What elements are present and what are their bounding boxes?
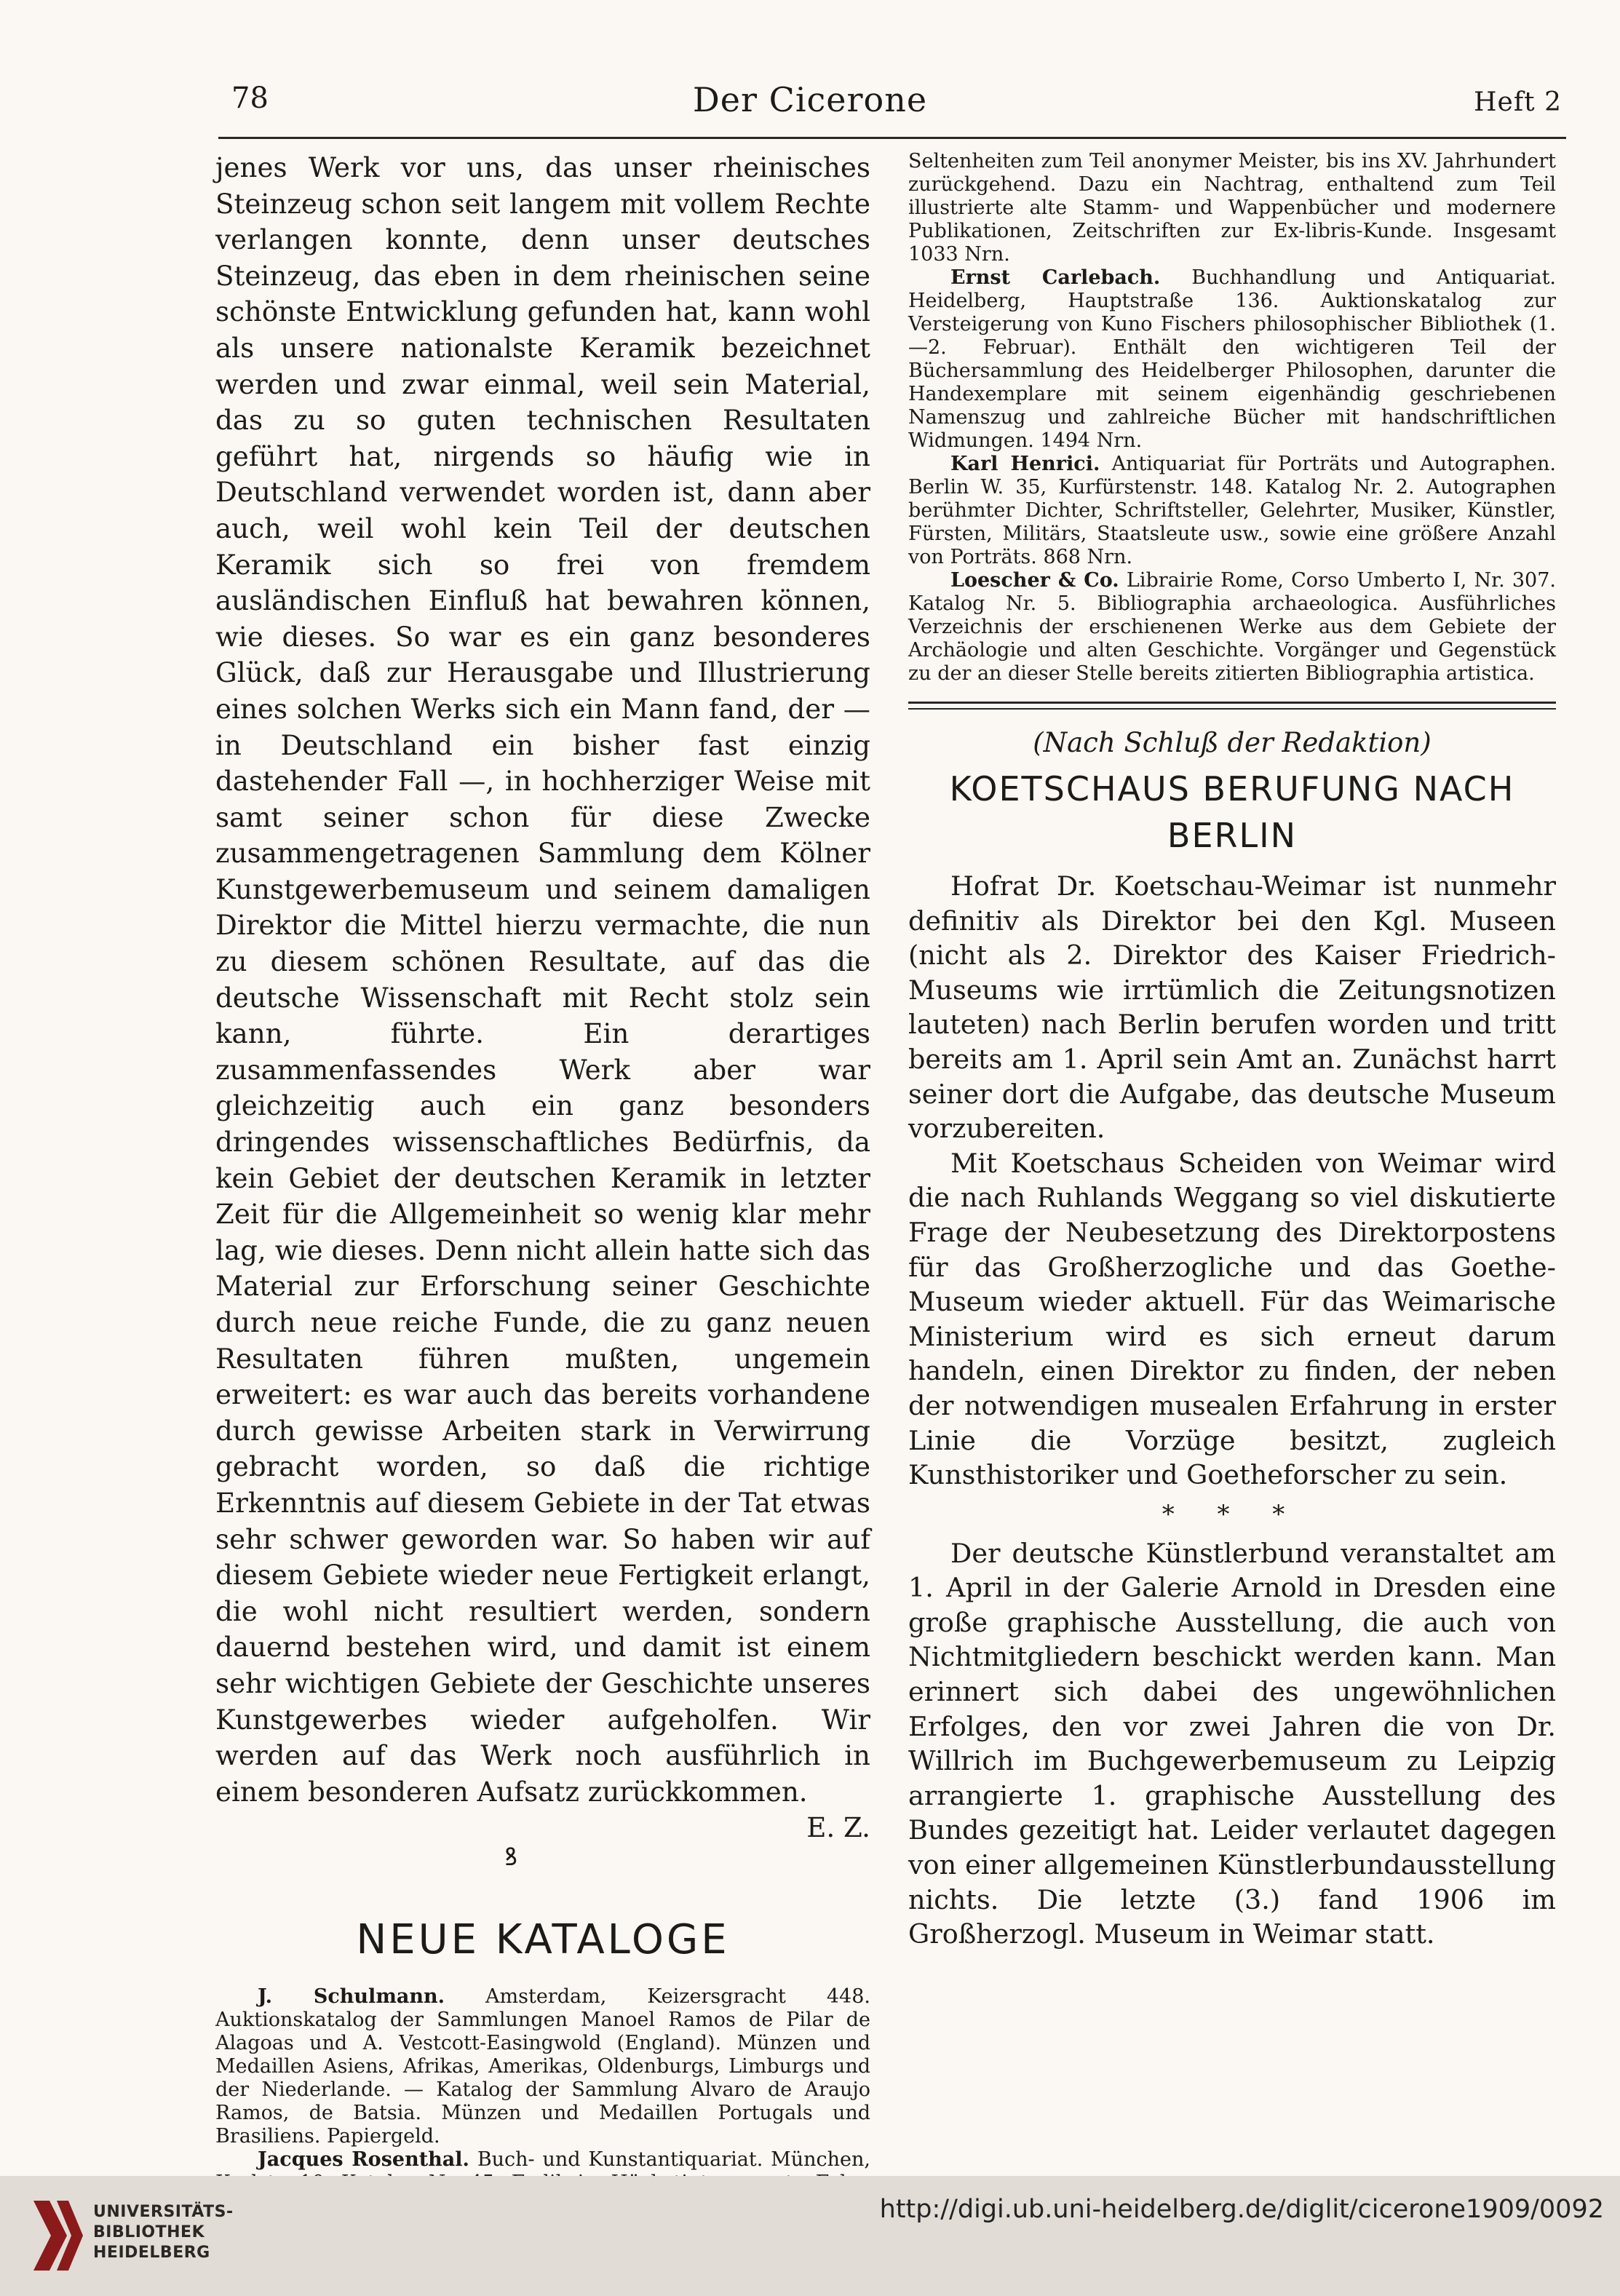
entry-text: Buch- und Kunstantiquariat. München, [477,2148,870,2172]
entry-text: Librairie Rome, Corso Umberto I, Nr. 307. Katalog Nr. 5. Bibliographia archaeologica. Ausführliches Verzeichnis der erschienenen Werke aus dem Gebiete der Archäologie und alten Geschichte. Vorgänger und Gegenstück zu der an dieser Stelle bereits zitierten Bibliographia artistica. [908,569,1556,685]
catalog-continuation: Seltenheiten zum Teil anonymer Meister, bis ins XV. Jahrhundert zurückgehend. Dazu ein Nachtrag, enthaltend zum Teil illustrierte alte Stamm- und Wappenbücher und modernere Publikationen, Zeitschriften zur Ex-libris-Kunde. Insgesamt 1033 Nrn. [908,150,1556,266]
right-column [908,150,1556,1952]
catalog-entry-carlebach [908,266,1556,453]
page-number: 78 [231,82,269,115]
section-ornament: ꝸ [504,1843,518,1872]
catalog-entry-loescher [908,569,1556,686]
header-rule [218,137,1566,139]
library-name-line: BIBLIOTHEK [93,2223,205,2241]
university-library-logo-icon [28,2196,84,2275]
news-paragraph: Mit Koetschaus Scheiden von Weimar wird die nach Ruhlands Weggang so viel diskutierte Frage der Neubesetzung des Direktorpostens für das Großherzogliche und das Goethe-Museum wieder aktuell. Für das Weimarische Ministerium wird es sich erneut darum handeln, einen Direktor zu finden, der neben der notwendigen musealen Erfahrung in erster Linie die Vorzüge besitzt, zugleich Kunsthistoriker und Goetheforscher zu sein. [908,1147,1556,1491]
news-heading: KOETSCHAUS BERUFUNG NACH BERLIN [949,769,1515,855]
journal-title: Der Cicerone [692,80,928,119]
article-text: jenes Werk vor uns, das unser rheinisches Steinzeug schon seit langem mit vollem Rechte verlangen konnte, denn unser deutsches Steinzeug, das eben in dem rheinischen seine schönste Entwicklung gefunden hat, kann wohl als unsere nationalste Keramik bezeichnet werden und zwar einmal, weil sein Material, das zu so guten technischen Resultaten geführt hat, nirgends so häufig wie in Deutschland verwendet worden ist, dann aber auch, weil wohl kein Teil der deutschen Keramik sich so frei von fremdem ausländischen Einfluß hat bewahren können, wie dieses. So war es ein ganz besonderes Glück, daß zur Herausgabe und Illustrierung eines solchen Werks sich ein Mann fand, der — in Deutschland ein bisher fast einzig dastehender Fall —, in hochherziger Weise mit samt seiner schon für diese Zwecke zusammengetragenen Sammlung dem Kölner Kunstgewerbemuseum und seinem damaligen Direktor die Mittel hierzu vermachte, die nun zu diesem schönen Resultate, auf das die deutsche Wissenschaft mit Recht stolz sein kann, führte. Ein derartiges zusammenfassendes Werk aber war gleichzeitig auch ein ganz besonders dringendes wissenschaftliches Bedürfnis, da kein Gebiet der deutschen Keramik in letzter Zeit für die Allgemeinheit so wenig klar mehr lag, wie dieses. Denn nicht allein hatte sich das Material zur Erforschung seiner Geschichte durch neue reiche Funde, die zu ganz neuen Resultaten führen mußten, ungemein erweitert: es war auch das bereits vorhandene durch gewisse Arbeiten stark in Verwirrung gebracht worden, so daß die richtige Erkenntnis auf diesem Gebiete in der Tat etwas sehr schwer geworden war. So haben wir auf diesem Gebiete wieder neue Fertigkeit erlangt, die wohl nicht resultiert werden, sondern dauernd bestehen wird, und damit ist einem sehr wichtigen Gebiete der Geschichte unseres Kunstgewerbes wieder aufgeholfen. Wir werden auf das Werk noch ausführlich in einem besonderen Aufsatz zurückkommen. [215,151,870,1808]
catalog-entry-schulmann [215,1985,870,2148]
issue-label: Heft 2 [1474,87,1562,117]
closing-paragraph: Der deutsche Künstlerbund veranstaltet am 1. April in der Galerie Arnold in Dresden eine große graphische Ausstellung, die auch von Nichtmitgliedern beschickt werden kann. Man erinnert sich dabei des ungewöhnlichen Erfolges, den vor zwei Jahren die von Dr. Willrich im Buchgewerbemuseum zu Leipzig arrangierte 1. graphische Ausstellung des Bundes gezeitigt hat. Leider verlautet dagegen von einer allgemeinen Künstlerbundausstellung nichts. Die letzte (3.) fand 1906 im Großherzogl. Museum in Weimar statt. [908,1537,1556,1950]
entry-text: Antiquariat für Porträts und Autographen. Berlin W. 35, Kurfürstenstr. 148. Katalog Nr. 2. Autographen berühmter Dichter, Schriftsteller, Gelehrter, Musiker, Künstler, Fürsten, Militärs, Staatsleute usw., sowie eine größere Anzahl von Porträts. 868 Nrn. [908,453,1557,568]
library-name-line: UNIVERSITÄTS- [93,2203,234,2221]
section-divider [908,702,1556,710]
article-signature: E. Z. [806,1811,870,1844]
source-url-link[interactable]: http://digi.ub.uni-heidelberg.de/diglit/cicerone1909/0092 [879,2195,1604,2224]
library-seal-icon [28,2196,84,2275]
dealer-name: J. Schulmann. [258,1985,445,2009]
entry-text: Amsterdam, Keizersgracht 448. Auktionskatalog der Sammlungen Manoel Ramos de Pilar de Alagoas und A. Vestcott-Easingwold (England). Münzen und Medaillen Asiens, Afrikas, Amerikas, Oldenburgs, Limburgs und der Niederlande. — Katalog der Sammlung Alvaro de Araujo Ramos, de Batsia. Münzen und Medaillen Portugals und Brasiliens. Papiergeld. [215,1985,870,2148]
article-paragraph [215,150,870,1844]
library-name [93,2202,234,2263]
library-name-line: HEIDELBERG [93,2244,210,2262]
dealer-name: Jacques Rosenthal. [258,2148,469,2172]
catalogs-heading: NEUE KATALOGE [356,1916,730,1964]
left-column [215,150,870,2218]
section-stars: * * * [1162,1499,1303,1529]
editorial-note: (Nach Schluß der Redaktion) [1033,727,1432,758]
dealer-name: Karl Henrici. [950,453,1100,475]
entry-text: Buchhandlung und Antiquariat. Heidelberg, Hauptstraße 136. Auktionskatalog zur Versteigerung von Kuno Fischers philosophischer Bibliothek (1.—2. Februar). Enthält den wichtigeren Teil der Büchersammlung des Heidelberger Philosophen, darunter die Handexemplare mit seinem eigenhändig geschriebenen Namenszug und zahlreiche Bücher mit handschriftlichen Widmungen. 1494 Nrn. [908,266,1557,452]
footer-bar [0,2176,1620,2296]
dealer-name: Loescher & Co. [950,569,1119,592]
dealer-name: Ernst Carlebach. [950,266,1161,289]
catalog-entry-henrici [908,453,1556,569]
news-paragraph: Hofrat Dr. Koetschau-Weimar ist nunmehr definitiv als Direktor bei den Kgl. Museen (nicht als 2. Direktor des Kaiser Friedrich-Museums wie irrtümlich die Zeitungsnotizen lauteten) nach Berlin berufen worden und tritt bereits am 1. April sein Amt an. Zunächst harrt seiner dort die Aufgabe, das deutsche Museum vorzubereiten. [908,870,1556,1145]
